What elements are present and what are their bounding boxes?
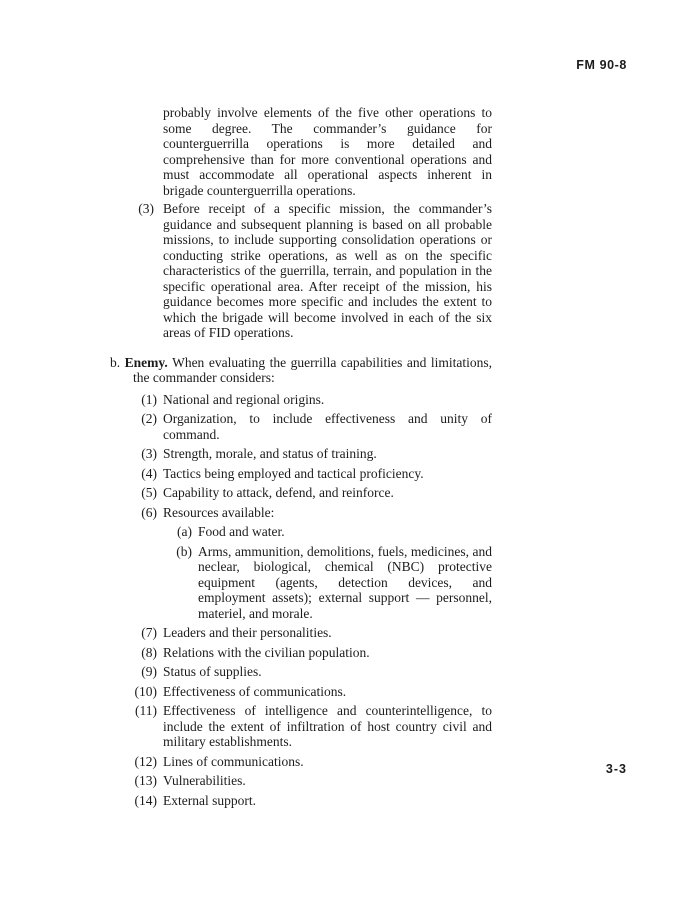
sub-list-item bbox=[110, 544, 492, 622]
item-number: (7) bbox=[141, 625, 157, 640]
item-number: (6) bbox=[141, 504, 157, 520]
section-heading bbox=[110, 355, 492, 386]
item-number: (3) bbox=[138, 201, 154, 216]
item-number: (12) bbox=[134, 753, 157, 769]
item-number: (8) bbox=[141, 644, 157, 660]
item-number: (4) bbox=[141, 465, 157, 481]
item-number: (10) bbox=[134, 683, 157, 699]
item-text: Before receipt of a specific mission, the commander’s guidance and subsequent planning is based on all probable missions, to include supporting consolidation operations or conducting strike operations, as well as on the specific characteristics of the guerrilla, terrain, and population in the specific operational area. After receipt of the mission, his guidance becomes more specific and includes the extent to which the brigade will become involved in each of the six areas of FID operations. bbox=[163, 201, 492, 340]
item-text: Effectiveness of communications. bbox=[163, 683, 347, 699]
item-text: Organization, to include effectiveness and unity of command. bbox=[163, 411, 492, 442]
item-text: Lines of communications. bbox=[163, 753, 304, 769]
list-item bbox=[110, 625, 492, 641]
list-item bbox=[110, 793, 492, 809]
section-label: b. bbox=[110, 354, 121, 370]
item-text: Effectiveness of intelligence and counterintelligence, to include the extent of infiltration of host country civil and military establishments. bbox=[163, 703, 492, 749]
item-text: Capability to attack, defend, and reinforce. bbox=[163, 485, 394, 500]
item-text: Relations with the civilian population. bbox=[163, 644, 370, 660]
item-number: (5) bbox=[141, 485, 157, 500]
section-title: Enemy. bbox=[124, 354, 168, 370]
item-number: (b) bbox=[176, 543, 192, 559]
list-item bbox=[110, 773, 492, 789]
list-item bbox=[110, 411, 492, 442]
page-content bbox=[110, 105, 492, 808]
item-number: (13) bbox=[134, 773, 157, 788]
section-text: When evaluating the guerrilla capabilities and limitations, the commander considers: bbox=[133, 354, 492, 385]
item-text: Arms, ammunition, demolitions, fuels, medicines, and neclear, biological, chemical (NBC) protective equipment (agents, detection devices, and employment assets); external support — personnel, materiel, and morale. bbox=[198, 543, 492, 621]
list-item bbox=[110, 645, 492, 661]
item-text: Tactics being employed and tactical proficiency. bbox=[163, 465, 424, 481]
list-item bbox=[110, 754, 492, 770]
list-item bbox=[110, 392, 492, 408]
item-text: Leaders and their personalities. bbox=[163, 625, 332, 640]
list-item bbox=[110, 505, 492, 521]
item-text: Resources available: bbox=[163, 504, 275, 520]
list-item bbox=[110, 684, 492, 700]
item-text: National and regional origins. bbox=[163, 391, 325, 407]
paragraph-continuation: probably involve elements of the five other operations to some degree. The commander’s guidance for counterguerrilla operations is more detailed and comprehensive than for more conventional operations and must accommodate all operational aspects inherent in brigade counterguerrilla operations. bbox=[163, 105, 492, 198]
list-item bbox=[110, 446, 492, 462]
item-number: (a) bbox=[177, 524, 192, 539]
item-number: (1) bbox=[141, 391, 157, 407]
item-text: Status of supplies. bbox=[163, 664, 262, 679]
item-text: Strength, morale, and status of training. bbox=[163, 446, 377, 461]
item-number: (3) bbox=[141, 446, 157, 461]
item-text: Vulnerabilities. bbox=[163, 773, 246, 788]
list-item bbox=[110, 664, 492, 680]
item-number: (14) bbox=[134, 792, 157, 808]
document-id: FM 90-8 bbox=[576, 58, 627, 72]
item-number: (9) bbox=[141, 664, 157, 679]
page-number: 3-3 bbox=[605, 762, 627, 776]
list-item bbox=[110, 703, 492, 750]
item-number: (11) bbox=[135, 703, 157, 718]
list-item bbox=[110, 485, 492, 501]
sub-list-item bbox=[110, 524, 492, 540]
item-text: External support. bbox=[163, 792, 256, 808]
item-number: (2) bbox=[141, 411, 157, 426]
item-text: Food and water. bbox=[198, 524, 285, 539]
list-item bbox=[110, 466, 492, 482]
numbered-paragraph bbox=[110, 201, 492, 341]
